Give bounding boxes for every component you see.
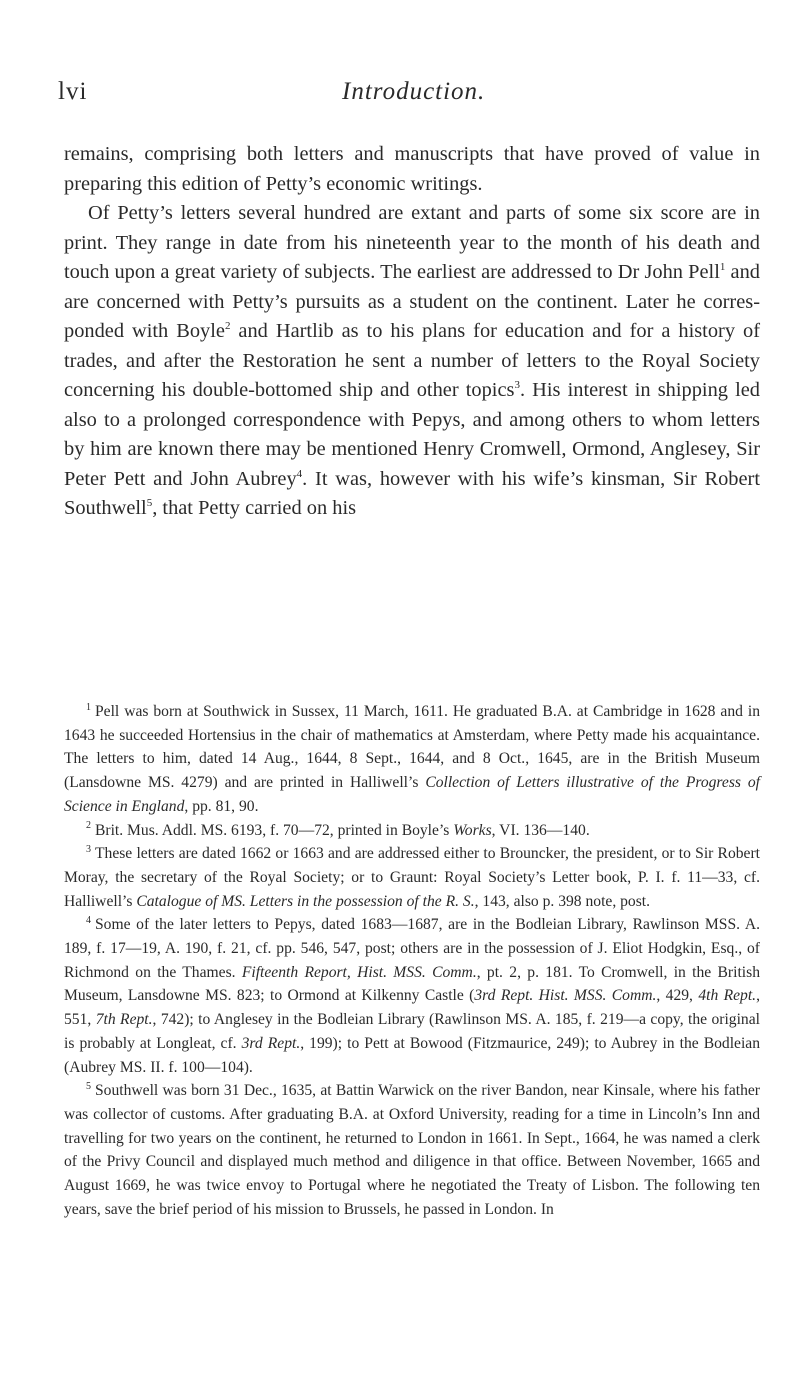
text-run: and are concerned with Petty’s pursuits as a student on the continent. Later he corresponded with Boyle [64, 261, 760, 342]
footnote-text: Pell was born at Southwick in Sussex, 11 March, 1611. He graduated B.A. at Cambridge in 1628 and in 1643 he succeeded Hortensius in the chair of mathematics at Amsterdam, where Petty made his acquaintance. The letters to him, dated 14 Aug., 1644, 8 Sept., 1644, and 8 Oct., 1645, are in the British Museum (Lansdowne MS. 4279) and are printed in Halliwell’s [64, 703, 760, 792]
footnote-text: , VI. 136—140. [491, 821, 590, 839]
footnote-4 [64, 913, 760, 1079]
footnote-text: Southwell was born 31 Dec., 1635, at Battin Warwick on the river Bandon, near Kinsale, where his father was collector of customs. After graduating B.A. at Oxford University, reading for a time in Lincoln’s Inn and travelling for two years on the continent, he returned to London in 1661. In Sept., 1664, he was named a clerk of the Privy Council and displayed much method and diligence in that office. Between November, 1665 and August 1669, he was twice envoy to Portugal where he negotiated the Treaty of Lisbon. The following ten years, save the brief period of his mission to Brussels, he passed in London. In [64, 1082, 760, 1218]
footnote-text: Brit. Mus. Addl. MS. 6193, f. 70—72, printed in Boyle’s [95, 821, 454, 839]
footnote-title: Catalogue of MS. Letters in the possession of the R. S. [136, 892, 475, 910]
footnote-title: Works [453, 821, 492, 839]
footnote-ref-4[interactable]: 4 [296, 467, 303, 480]
footnote-2 [64, 819, 760, 843]
footnote-ref-3[interactable]: 3 [514, 379, 520, 392]
footnote-number: 2 [86, 820, 91, 832]
footnote-title: 7th Rept. [95, 1011, 153, 1029]
footnote-title: Fifteenth Report, Hist. MSS. Comm. [241, 963, 477, 981]
footnote-text: , 429, [656, 987, 699, 1005]
text-run: , that Petty carried on his [152, 497, 357, 519]
text-run: . It was, however with his wife’s kinsman, Sir Robert Southwell [64, 467, 760, 519]
text-run: . His interest in shipping led also to a prolonged correspondence with Pepys, and among others to whom letters by him are known there may be mentioned Henry Cromwell, Ormond, Anglesey, Sir Peter Pett and John Aubrey [64, 379, 760, 490]
footnote-ref-2[interactable]: 2 [224, 320, 231, 333]
footnote-5 [64, 1079, 760, 1221]
footnote-text: , 742); to Anglesey in the Bodleian Library (Rawlinson MS. A. 185, f. 219—a copy, the original is probably at Longleat, cf. [64, 1011, 760, 1052]
footnote-ref-1[interactable]: 1 [719, 261, 726, 274]
footnote-title: Collection of Letters illustrative of the Progress of Science in England [64, 774, 761, 815]
footnote-text: , 143, also p. 398 note, post. [474, 892, 651, 910]
footnote-title: 3rd Rept. Hist. MSS. Comm. [474, 987, 657, 1005]
footnotes [64, 700, 760, 1221]
footnote-3 [64, 842, 760, 913]
footnote-ref-5[interactable]: 5 [146, 497, 153, 510]
footnote-title: 3rd Rept. [241, 1034, 301, 1052]
footnote-number: 5 [86, 1081, 91, 1093]
footnote-1 [64, 700, 760, 819]
paragraph-letters [64, 199, 760, 524]
footnote-text: , 199); to Pett at Bowood (Fitzmaurice, 249); to Aubrey in the Bodleian (Aubrey MS. II. f. 100—104). [64, 1034, 760, 1076]
running-head [58, 78, 758, 110]
text-run: and Hartlib as to his plans for education and for a history of trades, and after the Restoration he sent a number of letters to the Royal Society concerning his double-bottomed ship and other topics [64, 320, 760, 401]
running-title: Introduction. [342, 78, 486, 105]
footnote-title: 4th Rept. [698, 987, 757, 1005]
body-text [64, 140, 760, 524]
text-run: Of Petty’s letters several hundred are extant and parts of some six score are in print. They range in date from his nineteenth year to the month of his death and touch upon a great variety of subjects. The earliest are addressed to Dr John Pell [64, 202, 760, 283]
footnote-text: , pp. 81, 90. [184, 797, 259, 815]
footnote-number: 4 [86, 915, 91, 927]
footnote-text: , 551, [64, 987, 760, 1029]
paragraph-continued: remains, comprising both letters and manuscripts that have proved of value in preparing this edition of Petty’s economic writings. [64, 143, 760, 195]
footnote-number: 1 [86, 701, 91, 713]
footnote-number: 3 [86, 844, 91, 856]
footnote-text: These letters are dated 1662 or 1663 and are addressed either to Brouncker, the president, or to Sir Robert Moray, the secretary of the Royal Society; or to Graunt: Royal Society’s Letter book, P. I. f. 11—33, cf. Halliwell’s [64, 845, 760, 910]
footnote-text: , pt. 2, p. 181. To Cromwell, in the British Museum, Lansdowne MS. 823; to Ormond at Kilkenny Castle ( [64, 963, 760, 1005]
footnote-text: Some of the later letters to Pepys, dated 1683—1687, are in the Bodleian Library, Rawlinson MSS. A. 189, f. 17—19, A. 190, f. 21, cf. pp. 546, 547, post; others are in the possession of J. Eliot Hodgkin, Esq., of Richmond on the Thames. [64, 916, 760, 981]
page-number: lvi [58, 78, 88, 105]
